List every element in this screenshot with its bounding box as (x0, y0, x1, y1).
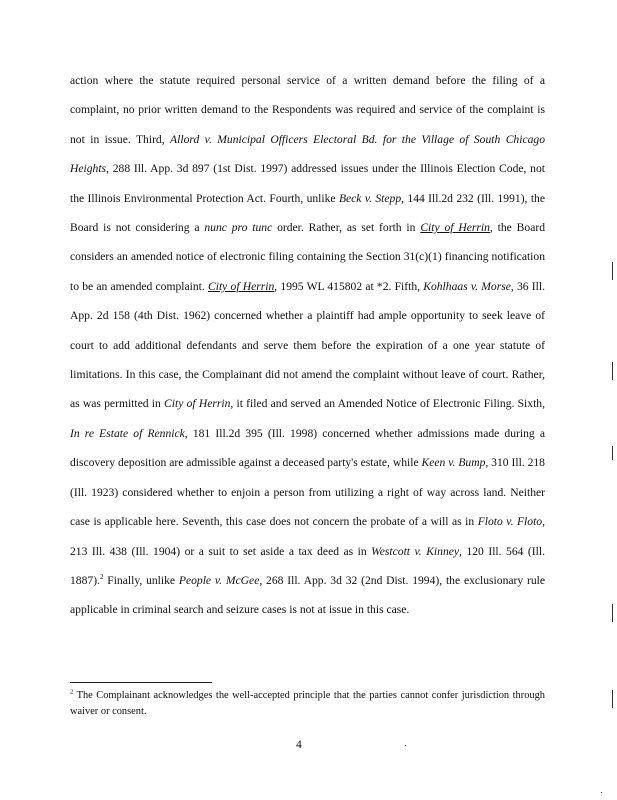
case-citation-beck: Beck v. Stepp (338, 191, 402, 205)
case-citation-keen: Keen v. Bump (421, 456, 486, 470)
margin-mark (612, 362, 613, 380)
case-citation-floto: Floto v. Floto (477, 515, 543, 529)
text-segment: , it filed and served an Amended Notice of Electronic Filing. Sixth, (230, 397, 545, 411)
footnote-reference: 2 (99, 573, 104, 582)
case-citation-westcott: Westcott v. Kinney (371, 544, 460, 558)
footnote (70, 688, 545, 720)
margin-mark (612, 604, 613, 622)
latin-term-nunc-pro-tunc: nunc pro tunc (204, 221, 273, 235)
text-segment: , 213 Ill. 438 (Ill. 1904) or a suit to set aside a tax deed as in (70, 515, 545, 558)
body-paragraph (70, 66, 545, 625)
case-citation-city-of-herrin: City of Herrin (420, 221, 490, 235)
footnote-number: 2 (70, 688, 74, 696)
text-segment: , 310 Ill. 218 (Ill. 1923) considered whether to enjoin a person from utilizing a right of way across land. Neither case is applicable here. Seventh, this case does not concern the probate of a will as in (70, 456, 545, 529)
margin-mark (612, 690, 613, 708)
page-number: 4 (296, 738, 302, 751)
case-citation-kohlhaas: Kohlhaas v. Morse (423, 279, 511, 293)
text-segment: , 268 Ill. App. 3d 32 (2nd Dist. 1994), the exclusionary rule applicable in criminal search and seizure cases is not at issue in this case. (70, 573, 546, 617)
case-citation-rennick: In re Estate of Rennick (70, 426, 185, 440)
footnote-divider (70, 682, 212, 683)
text-segment: Finally, unlike (103, 573, 179, 587)
scan-speck (601, 792, 602, 793)
text-segment: , 36 Ill. App. 2d 158 (4th Dist. 1962) concerned whether a plaintiff had ample opportunity to seek leave of court to add additional defendants and serve them before the expiration of a one year statute of limitations. In this case, the Complainant did not amend the complaint without leave of court. Rather, as was permitted in (70, 279, 545, 411)
text-segment: , 144 Ill.2d 232 (Ill. 1991), the Board is not considering a (70, 191, 545, 235)
text-segment: , the Board considers an amended notice of electronic filing containing the Section 31(c)(1) financing notification to be an amended complaint. (70, 221, 545, 293)
text-segment: order. Rather, as set forth in (272, 221, 421, 235)
case-citation-city-of-herrin: City of Herrin (208, 279, 275, 293)
text-segment: , 1995 WL 415802 at *2. Fifth, (274, 279, 424, 293)
text-segment: , 120 Ill. 564 (Ill. 1887). (70, 544, 545, 587)
margin-mark (612, 262, 613, 280)
scan-speck (405, 745, 406, 746)
case-citation-mcgee: People v. McGee (178, 573, 260, 587)
text-segment: action where the statute required personal service of a written demand before the filing of a complaint, no prior written demand to the Respondents was required and service of the complaint is not in issue. Third, (70, 74, 545, 146)
text-segment: , 181 Ill.2d 395 (Ill. 1998) concerned whether admissions made during a discovery deposition are admissible against a deceased party's estate, while (70, 426, 545, 470)
margin-mark (612, 446, 613, 460)
text-segment: , 288 Ill. App. 3d 897 (1st Dist. 1997) addressed issues under the Illinois Election Code, not the Illinois Environmental Protection Act. Fourth, unlike (70, 162, 545, 205)
case-citation-city-of-herrin: City of Herrin (164, 397, 231, 411)
footnote-text: The Complainant acknowledges the well-accepted principle that the parties cannot confer jurisdiction through waiver or consent. (70, 690, 545, 717)
case-citation-allord: Allord v. Municipal Officers Electoral Bd. for the Village of South Chicago Heights (70, 132, 545, 176)
